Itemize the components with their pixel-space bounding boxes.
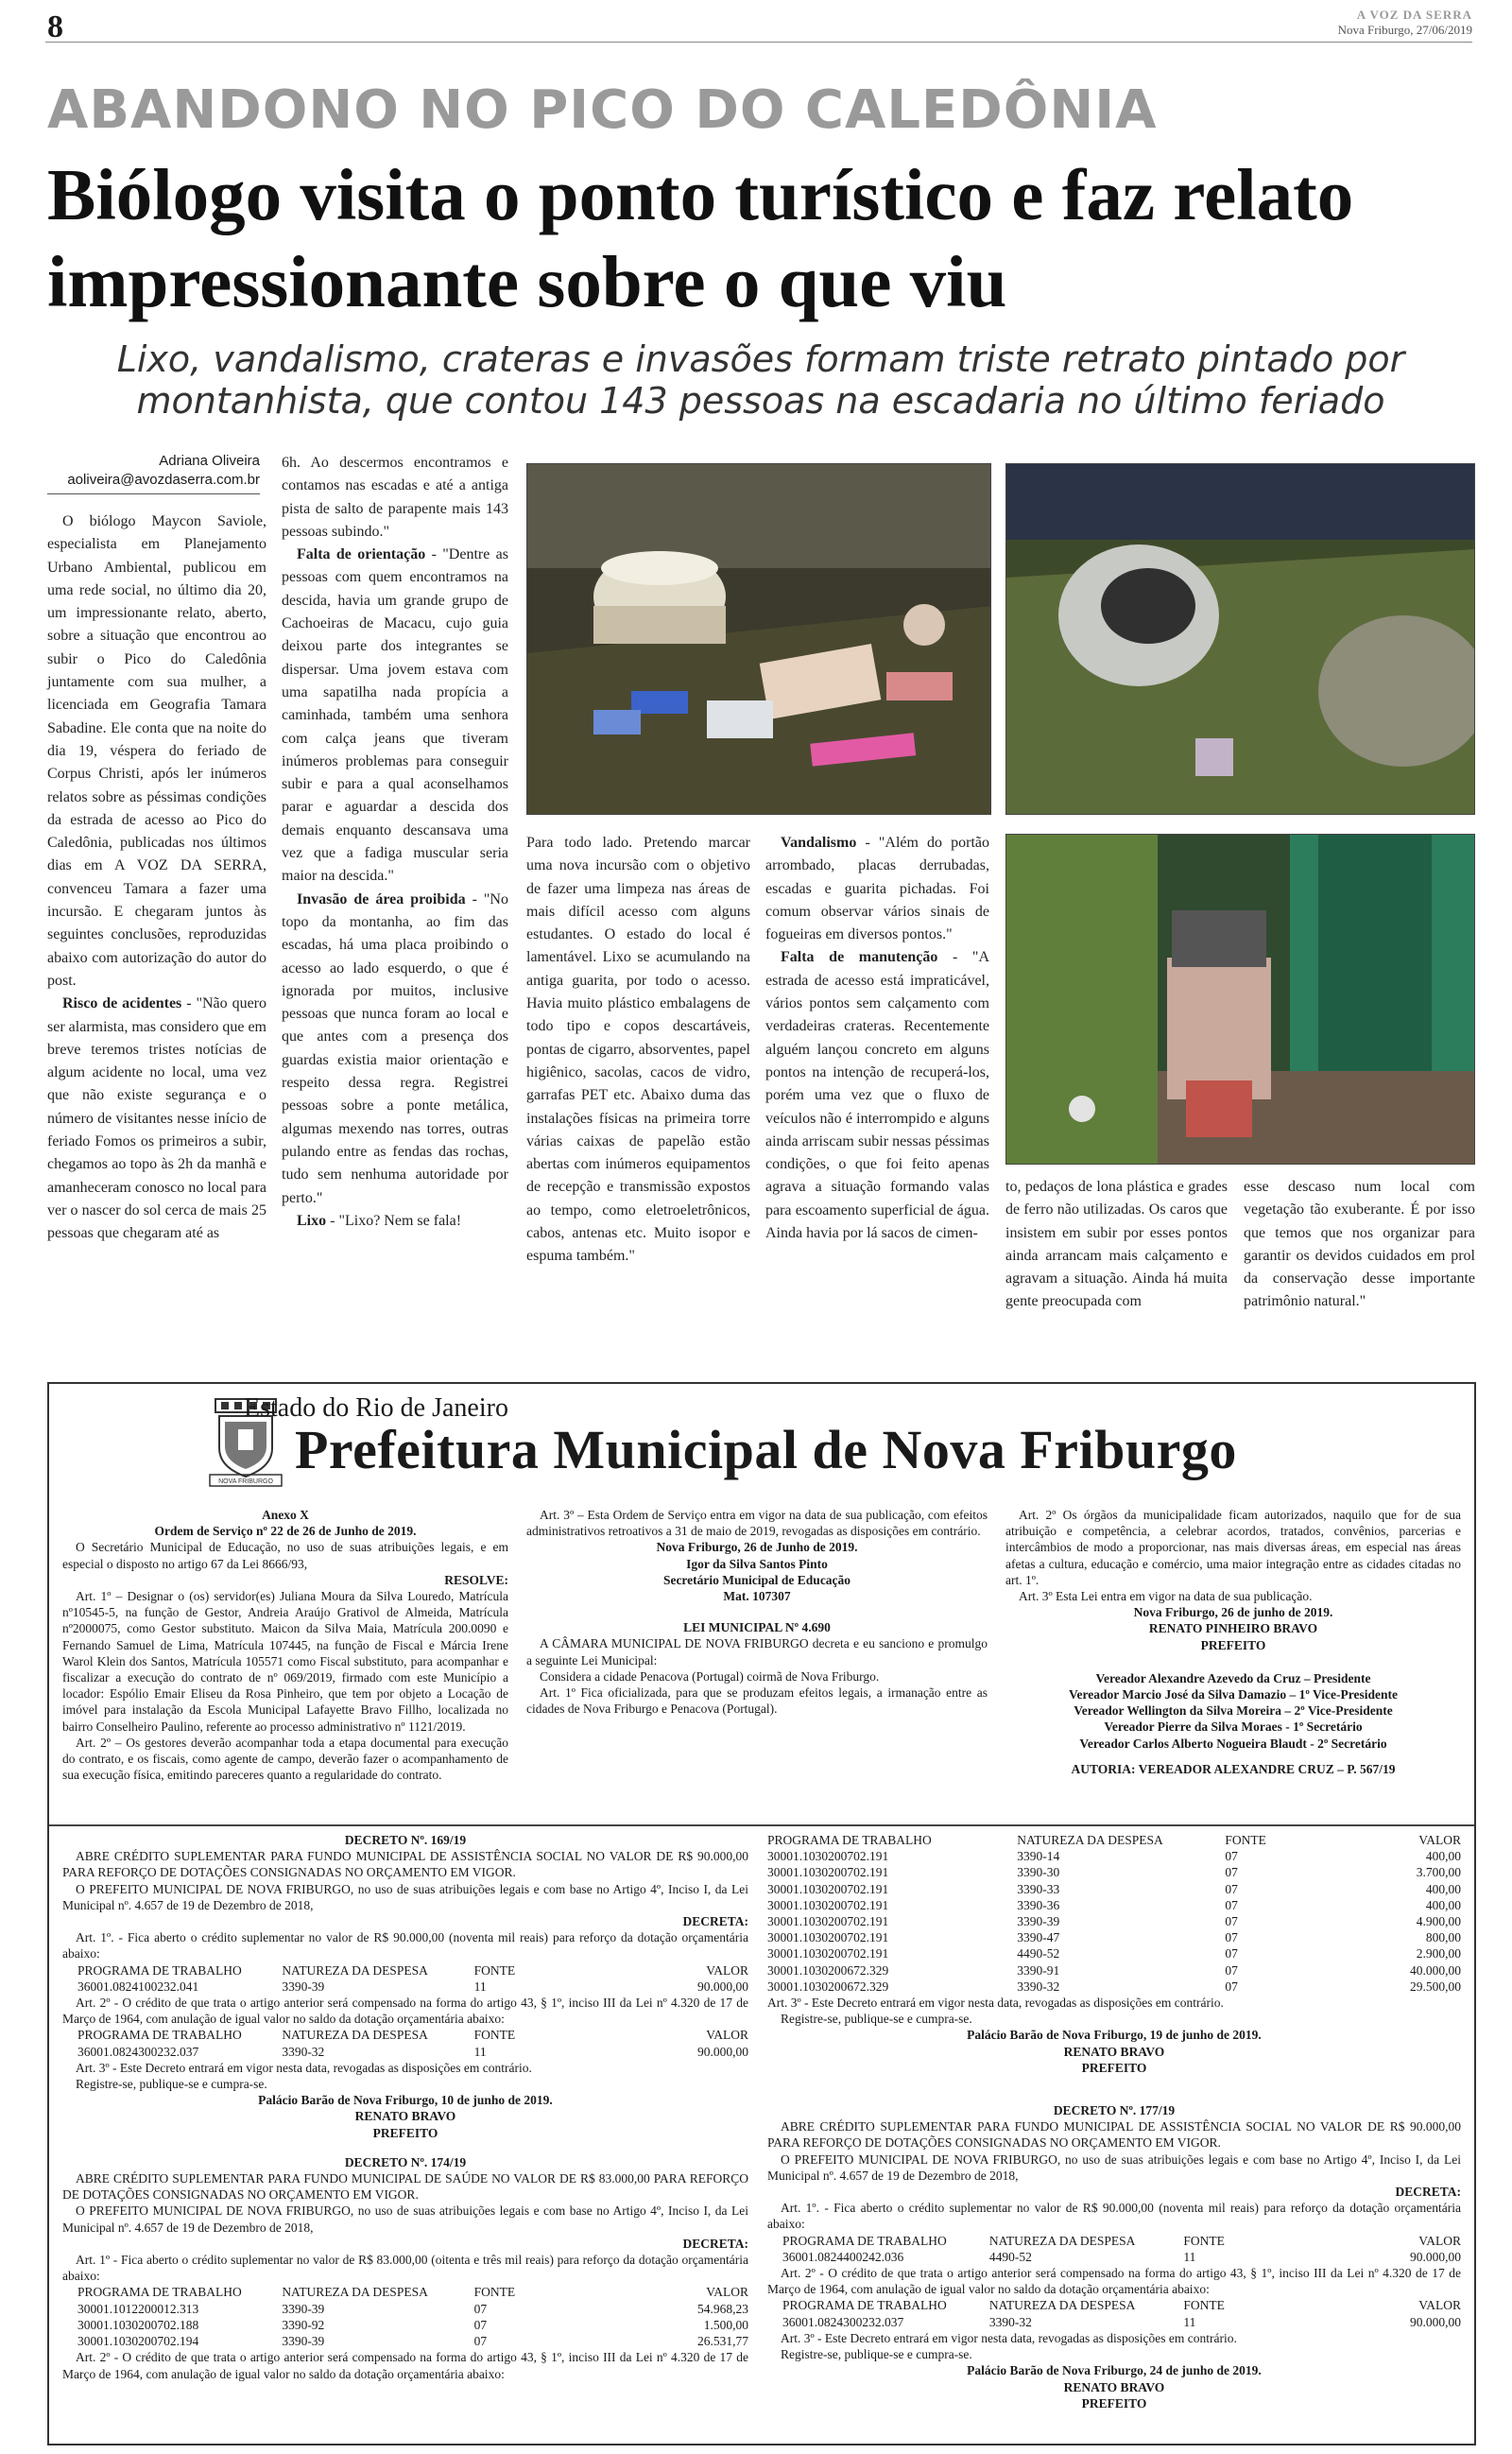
prefeito-role: PREFEITO (1081, 2060, 1147, 2075)
decreto-177-intro: O PREFEITO MUNICIPAL DE NOVA FRIBURGO, no uso de suas atribuições legais e com base no Artigo 4º, Inciso I, da Lei Municipal nº. 4.657 de 19 de Dezembro de 2018, (767, 2152, 1461, 2183)
decreto-169-and-174 (62, 1832, 748, 2382)
table-row: 30001.1030200702.191 4490-52 07 2.900,00 (767, 1946, 1461, 1961)
paragraph: Vandalismo - "Além do portão arrombado, placas derrubadas, escadas e guarita pichadas. Foi comum observar vários sinais de fogueiras em diversos pontos." (765, 835, 990, 943)
table-row: 30001.1030200702.191 3390-33 07 400,00 (767, 1881, 1461, 1896)
lei-continuation (1005, 1507, 1461, 1777)
registre-line: Registre-se, publique-se e cumpra-se. (76, 2077, 267, 2092)
budget-table (767, 1832, 1461, 1995)
table-header-row: PROGRAMA DE TRABALHO NATUREZA DA DESPESA FONTE VALOR (767, 1833, 1461, 1847)
anexo-label: Anexo X (262, 1508, 309, 1522)
table-row: 30001.1030200672.329 3390-32 07 29.500,00 (767, 1979, 1461, 1994)
decreto-169-art2: Art. 2º - O crédito de que trata o artigo anterior será compensado na forma do artigo 43, § 1º, inciso III da Lei nº 4.320 de 17 de Março de 1964, com anulação de igual valor no saldo da dotação orçamentária abaixo: (62, 1996, 748, 2027)
decreto-169-ementa: ABRE CRÉDITO SUPLEMENTAR PARA FUNDO MUNICIPAL DE ASSISTÊNCIA SOCIAL NO VALOR DE R$ 90.000,00 PARA REFORÇO DE DOTAÇÕES CONSIGNADAS NO ORÇAMENTO EM VIGOR. (62, 1849, 748, 1880)
ordem-role: Secretário Municipal de Educação (662, 1572, 851, 1587)
paragraph: Para todo lado. Pretendo marcar uma nova incursão com o objetivo de fazer uma limpeza nas áreas de mais difícil acesso com alguns estudantes. O estado do local é lamentável. Lixo se acumulando na antiga guarita, por todo o acesso. Havia muito plástico embalagens de todo tipo e copos descartáveis, pontas de cigarro, absorventes, papel higiênico, sacolas, cacos de vidro, garrafas PET etc. Abaixo duma das instalações físicas na primeira torre várias caixas de papelão estão abertas com inúmeros equipamentos de recepção e transmissão expostos ao tempo, como eletroeletrônicos, cabos, antenas etc. Muito isopor e espuma também." (526, 835, 750, 1265)
author-email: aoliveira@avozdaserra.com.br (67, 472, 260, 488)
prefeito-name: RENATO BRAVO (1063, 2379, 1165, 2394)
decreto-169-intro: O PREFEITO MUNICIPAL DE NOVA FRIBURGO, no uso de suas atribuições legais e com base no Artigo 4º, Inciso I, da Lei Municipal nº. 4.657 de 19 de Dezembro de 2018, (62, 1881, 748, 1912)
author-name: Adriana Oliveira (159, 453, 260, 469)
ordem-intro: O Secretário Municipal de Educação, no uso de suas atribuições legais, e em especial o disposto no artigo 67 da Lei 8666/93, (62, 1540, 508, 1571)
decreto-177-art1: Art. 1º. - Fica aberto o crédito suplementar no valor de R$ 90.000,00 (noventa mil reais) para reforço da dotação orçamentária abaixo: (767, 2201, 1461, 2232)
table-row: 30001.1030200702.191 3390-14 07 400,00 (767, 1849, 1461, 1864)
ordem-art2: Art. 2º – Os gestores deverão acompanhar toda a etapa documental para execução do contrato, e os fiscais, como agente de campo, deverão fazer o acompanhamento de sua execução física, emitindo pareceres quanto a regularidade do contrato. (62, 1735, 508, 1783)
lei-art2: Art. 2º Os órgãos da municipalidade ficam autorizados, naquilo que for de sua atribuição e competência, a celebrar acordos, tratados, convênios, parcerias e intercâmbios de modo a proporcionar, nas mais diversas áreas, em especial nas áreas afetas a cultura, educação e comércio, uma maior integração entre as cidades citadas no art. 1º. (1005, 1508, 1461, 1587)
article-headline: Biólogo visita o ponto turístico e faz relato impressionante sobre o que viu (47, 154, 1354, 322)
table-row: 30001.1030200702.188 3390-92 07 1.500,00 (77, 2317, 748, 2332)
decreto-169-place: Palácio Barão de Nova Friburgo, 10 de junho de 2019. (258, 2093, 553, 2108)
decreto-174-place: Palácio Barão de Nova Friburgo, 19 de junho de 2019. (967, 2028, 1262, 2043)
article-column-4 (765, 832, 989, 1245)
article-column-5 (1005, 1176, 1228, 1314)
lei-ementa: Considera a cidade Penacova (Portugal) coirmã de Nova Friburgo. (540, 1668, 880, 1684)
budget-table (62, 1962, 748, 1995)
decreto-177-ementa: ABRE CRÉDITO SUPLEMENTAR PARA FUNDO MUNICIPAL DE ASSISTÊNCIA SOCIAL NO VALOR DE R$ 90.000,00 PARA REFORÇO DE DOTAÇÕES CONSIGNADAS NO ORÇAMENTO EM VIGOR. (767, 2119, 1461, 2151)
decreto-177-place: Palácio Barão de Nova Friburgo, 24 de junho de 2019. (967, 2363, 1262, 2378)
torn-container-illustration (1006, 464, 1475, 815)
lei-title: LEI MUNICIPAL Nº 4.690 (683, 1620, 831, 1635)
decreto-177-title: DECRETO Nº. 177/19 (1053, 2103, 1176, 2118)
table-header-row: PROGRAMA DE TRABALHO NATUREZA DA DESPESA FONTE VALOR (77, 1962, 748, 1978)
ad-divider (49, 1824, 1474, 1826)
paragraph: esse descaso num local com vegetação tão exuberante. É por isso que temos que nos organizar para garantir os devidos cuidados em prol da conservação desse importante patrimônio natural." (1244, 1179, 1475, 1310)
registre-line: Registre-se, publique-se e cumpra-se. (781, 2347, 972, 2362)
budget-table (767, 2233, 1461, 2265)
table-header-row: PROGRAMA DE TRABALHO NATUREZA DA DESPESA FONTE VALOR (77, 2028, 748, 2043)
ordem-art1: Art. 1º – Designar o (os) servidor(es) Juliana Moura da Silva Louredo, Matrícula nº10545-5, na função de Gestor, Andreia Araújo Grativol de Almeida, Matrícula nº2000075, como Gestor substituto. Maicon da Silva Maia, Matrícula 200.0090 e Fernando Samuel de Lima, Matrícula 107445, na função de Fiscal e Márcia Irene Warol Klein dos Santos, Matrícula 105571 como Fiscal substituto, para acompanhar e fiscalizar a execução do contrato de nº 069/2019, firmado com este Município a locador: Espólio Emair Eliseu da Rosa Pinheiro, que tem por objeto a Locação de imóvel para instalação da Escola Municipal Lafayette Bravo Fillho, localizada no bairro Conselheiro Paulino, referente ao processo administrativo nº 1121/2019. (62, 1589, 508, 1734)
ordem-mat: Mat. 107307 (723, 1589, 791, 1604)
table-row: 30001.1030200702.191 3390-47 07 800,00 (767, 1930, 1461, 1945)
vereador-line: Vereador Carlos Alberto Nogueira Blaudt - 2º Secretário (1079, 1736, 1387, 1751)
article-subhead: Lixo, vandalismo, crateras e invasões formam triste retrato pintado por montanhista, que contou 143 pessoas na escadaria no último feriado (116, 338, 1405, 422)
decreta-label: DECRETA: (1395, 2185, 1461, 2200)
page-number: 8 (47, 9, 63, 44)
paragraph: Falta de manutenção - "A estrada de acesso está impraticável, vários pontos sem calçamento com verdadeiras crateras. Recentemente alguém lançou concreto em alguns pontos na intenção de recuperá-los, porém uma vez que o fluxo de veículos não é interrompido e alguns ainda arriscam subir nessas péssimas condições, o que foi feito apenas agrava a situação formando valas para escoamento superficial de água. Ainda havia por lá sacos de cimen- (765, 949, 989, 1242)
table-row: 36001.0824400242.036 4490-52 11 90.000,00 (782, 2249, 1461, 2264)
table-row: 30001.1030200702.191 3390-30 07 3.700,00 (767, 1865, 1461, 1880)
lei-art1: Art. 1º Fica oficializada, para que se produzam efeitos legais, a irmanação entre as cidades de Nova Friburgo e Penacova (Portugal). (526, 1685, 988, 1717)
paper-name: A VOZ DA SERRA (1356, 8, 1472, 22)
paragraph: 6h. Ao descermos encontramos e contamos nas escadas e até a antiga pista de salto de parapente mais 143 pessoas subindo." (282, 455, 508, 540)
resolve-label: RESOLVE: (444, 1572, 508, 1587)
lei-intro: A CÂMARA MUNICIPAL DE NOVA FRIBURGO decreta e eu sanciono e promulgo a seguinte Lei Municipal: (526, 1636, 988, 1668)
decreto-174-art3: Art. 3º - Este Decreto entrará em vigor nesta data, revogadas as disposições em contrário. (767, 1996, 1224, 2011)
vereador-line: Vereador Pierre da Silva Moraes - 1º Secretário (1104, 1720, 1363, 1735)
decreto-169-title: DECRETO Nº. 169/19 (344, 1833, 467, 1847)
lei-role: PREFEITO (1200, 1637, 1266, 1652)
lei-art3: Art. 3º Esta Lei entra em vigor na data de sua publicação. (1019, 1589, 1313, 1604)
crest-label: NOVA FRIBURGO (218, 1478, 273, 1485)
table-row: 36001.0824100232.041 3390-39 11 90.000,00 (77, 1979, 748, 1994)
decreto-177-art2: Art. 2º - O crédito de que trata o artigo anterior será compensado na forma do artigo 43, § 1º, inciso III da Lei nº 4.320 de 17 de Março de 1964, com anulação de igual valor no saldo da dotação orçamentária abaixo: (767, 2266, 1461, 2297)
subheading: Invasão de área proibida (297, 890, 466, 907)
ad-title: Prefeitura Municipal de Nova Friburgo (295, 1419, 1237, 1480)
subheading: Vandalismo (781, 835, 857, 851)
ordem-place: Nova Friburgo, 26 de Junho de 2019. (656, 1540, 858, 1555)
decreto-169-art1: Art. 1º. - Fica aberto o crédito suplementar no valor de R$ 90.000,00 (noventa mil reais) para reforço da dotação orçamentária abaixo: (62, 1930, 748, 1961)
paper-header (1338, 8, 1472, 38)
prefeito-name: RENATO BRAVO (1063, 2044, 1165, 2059)
table-row: 30001.1012200012.313 3390-39 07 54.968,23 (77, 2301, 748, 2316)
paragraph: Risco de acidentes - "Não quero ser alarmista, mas considero que em breve teremos tristes notícias de algum acidente no local, uma vez que não existe segurança e o número de visitantes nesse início de feriado Fomos os primeiros a subir, chegamos ao topo às 2h da manhã e amanheceram conosco no local para ver o nascer do sol cerca de mais 25 pessoas que chegaram até as (47, 995, 266, 1242)
decreta-label: DECRETA: (682, 2236, 748, 2251)
table-row: 36001.0824300232.037 3390-32 11 90.000,00 (77, 2044, 748, 2059)
table-row: 30001.1030200672.329 3390-91 07 40.000,00 (767, 1962, 1461, 1978)
table-row: 30001.1030200702.191 3390-36 07 400,00 (767, 1897, 1461, 1912)
prefeito-name: RENATO BRAVO (354, 2109, 456, 2124)
table-row: 30001.1030200702.194 3390-39 07 26.531,77 (77, 2334, 748, 2349)
header-rule (45, 42, 1472, 43)
lei-municipal-section (526, 1507, 988, 1717)
vereador-line: Vereador Wellington da Silva Moreira – 2º Vice-Presidente (1074, 1703, 1393, 1719)
article-column-1 (47, 510, 266, 1246)
registre-line: Registre-se, publique-se e cumpra-se. (781, 2012, 972, 2027)
article-column-6 (1244, 1176, 1475, 1314)
decreto-174-intro: O PREFEITO MUNICIPAL DE NOVA FRIBURGO, no uso de suas atribuições legais e com base no Artigo 4º, Inciso I, da Lei Municipal nº. 4.657 de 19 de Dezembro de 2018, (62, 2203, 748, 2235)
decreto-177-art3: Art. 3º - Este Decreto entrará em vigor nesta data, revogadas as disposições em contrário. (781, 2330, 1237, 2345)
paragraph: O biólogo Maycon Saviole, especialista em Planejamento Urbano Ambiental, publicou em uma rede social, no último dia 20, um impressionante relato, aberto, sobre a situação que encontrou ao subir o Pico do Caledônia juntamente com sua mulher, a licenciada em Geografia Tamara Sabadine. Ele conta que na noite do dia 19, véspera do feriado de Corpus Christi, após ler inúmeros relatos sobre as péssimas condições da estrada de acesso ao Pico do Caledônia, publicadas nos últimos dias em A VOZ DA SERRA, convenceu Tamara a fazer uma incursão. E chegaram juntos às seguintes conclusões, reproduzidas abaixo com autorização do autor do post. (47, 513, 266, 989)
subheading: Falta de orientação (297, 546, 426, 563)
table-header-row: PROGRAMA DE TRABALHO NATUREZA DA DESPESA FONTE VALOR (77, 2285, 748, 2300)
decreto-169-art3: Art. 3º - Este Decreto entrará em vigor nesta data, revogadas as disposições em contrário. (76, 2060, 532, 2075)
article-kicker: ABANDONO NO PICO DO CALEDÔNIA (47, 79, 1158, 141)
ordem-art3: Art. 3º – Esta Ordem de Serviço entra em vigor na data de sua publicação, com efeitos administrativos retroativos a 31 de maio de 2019, revogadas as disposições em contrário. (526, 1508, 988, 1539)
article-column-3 (526, 832, 750, 1269)
date-line: Nova Friburgo, 27/06/2019 (1337, 23, 1472, 37)
torn-container-photo (1005, 463, 1475, 815)
decreto-174-title: DECRETO Nº. 174/19 (344, 2154, 467, 2169)
vereador-line: Vereador Alexandre Azevedo da Cruz – Presidente (1095, 1670, 1371, 1685)
trash-pile-photo (526, 463, 991, 815)
subheading: Falta de manutenção (781, 949, 938, 966)
trash-pile-illustration (527, 464, 991, 815)
trash-at-tower-photo (1005, 834, 1475, 1165)
lei-signer: RENATO PINHEIRO BRAVO (1148, 1621, 1318, 1636)
subheading: Risco de acidentes (62, 995, 182, 1012)
decreto-174-art2: Art. 2º - O crédito de que trata o artigo anterior será compensado na forma do artigo 43, § 1º, inciso III da Lei nº 4.320 de 17 de Março de 1964, com anulação de igual valor no saldo da dotação orçamentária abaixo: (62, 2350, 748, 2381)
vereador-line: Vereador Marcio José da Silva Damazio – 1º Vice-Presidente (1069, 1687, 1398, 1702)
paragraph: Invasão de área proibida - "No topo da montanha, ao fim das escadas, há uma placa proibindo o acesso ao lado esquerdo, o que é ignorada por muitos, inclusive pessoas que nunca foram ao local e que antes com a presença dos guardas existia maior orientação e respeito dessa regra. Registrei pessoas sobre a ponte metálica, algumas mexendo nas torres, outras pulando entre as fendas das rochas, tudo sem nenhuma autoridade por perto." (282, 890, 508, 1206)
decreta-label: DECRETA: (682, 1914, 748, 1929)
trash-at-tower-illustration (1006, 835, 1475, 1165)
table-row: 36001.0824300232.037 3390-32 11 90.000,00 (782, 2314, 1461, 2329)
prefeito-role: PREFEITO (372, 2125, 438, 2140)
budget-table (62, 2284, 748, 2349)
subheading: Lixo (297, 1212, 327, 1229)
autoria-line: AUTORIA: VEREADOR ALEXANDRE CRUZ – P. 567/19 (1071, 1761, 1396, 1776)
lei-place: Nova Friburgo, 26 de junho de 2019. (1133, 1605, 1333, 1620)
ordem-signer: Igor da Silva Santos Pinto (686, 1556, 828, 1571)
paragraph: to, pedaços de lona plástica e grades de ferro não utilizadas. Os caros que insistem em subir por esses pontos ainda arrancam mais calçamento e agravam a situação. Ainda há muita gente preocupada com (1005, 1179, 1228, 1310)
table-header-row: PROGRAMA DE TRABALHO NATUREZA DA DESPESA FONTE VALOR (782, 2233, 1461, 2248)
decreto-174-ementa: ABRE CRÉDITO SUPLEMENTAR PARA FUNDO MUNICIPAL DE SAÚDE NO VALOR DE R$ 83.000,00 PARA REFORÇO DE DOTAÇÕES CONSIGNADAS NO ORÇAMENTO EM VIGOR. (62, 2171, 748, 2203)
prefeito-role: PREFEITO (1081, 2395, 1147, 2411)
budget-table (62, 2027, 748, 2059)
ordem-de-servico (62, 1507, 508, 1783)
ordem-title: Ordem de Serviço nº 22 de 26 de Junho de 2019. (154, 1524, 417, 1539)
table-row: 30001.1030200702.191 3390-39 07 4.900,00 (767, 1914, 1461, 1929)
byline (47, 452, 260, 494)
decreto-174-art1: Art. 1º - Fica aberto o crédito suplementar no valor de R$ 83.000,00 (oitenta e três mil reais) para reforço da dotação orçamentária abaixo: (62, 2253, 748, 2284)
ad-state-label: Estado do Rio de Janeiro (244, 1393, 508, 1423)
paragraph: Lixo - "Lixo? Nem se fala! (297, 1212, 462, 1229)
article-column-2 (282, 452, 508, 1233)
paragraph: Falta de orientação - "Dentre as pessoas com quem encontramos na descida, havia um grande grupo de Cachoeiras de Macacu, cujo guia deixou parte dos integrantes se dispersar. Uma jovem estava com uma sapatilha nada propícia a caminhada, também uma senhora com calça jeans que tiveram inúmeros problemas para conseguir subir e para a qual aconselhamos parar e aguardar a descida dos demais enquanto descansava uma vez que a fadiga muscular seria maior na descida." (282, 546, 509, 885)
decreto-174-cont-and-177 (767, 1832, 1461, 2411)
budget-table (767, 2297, 1461, 2329)
table-header-row: PROGRAMA DE TRABALHO NATUREZA DA DESPESA FONTE VALOR (782, 2298, 1461, 2313)
